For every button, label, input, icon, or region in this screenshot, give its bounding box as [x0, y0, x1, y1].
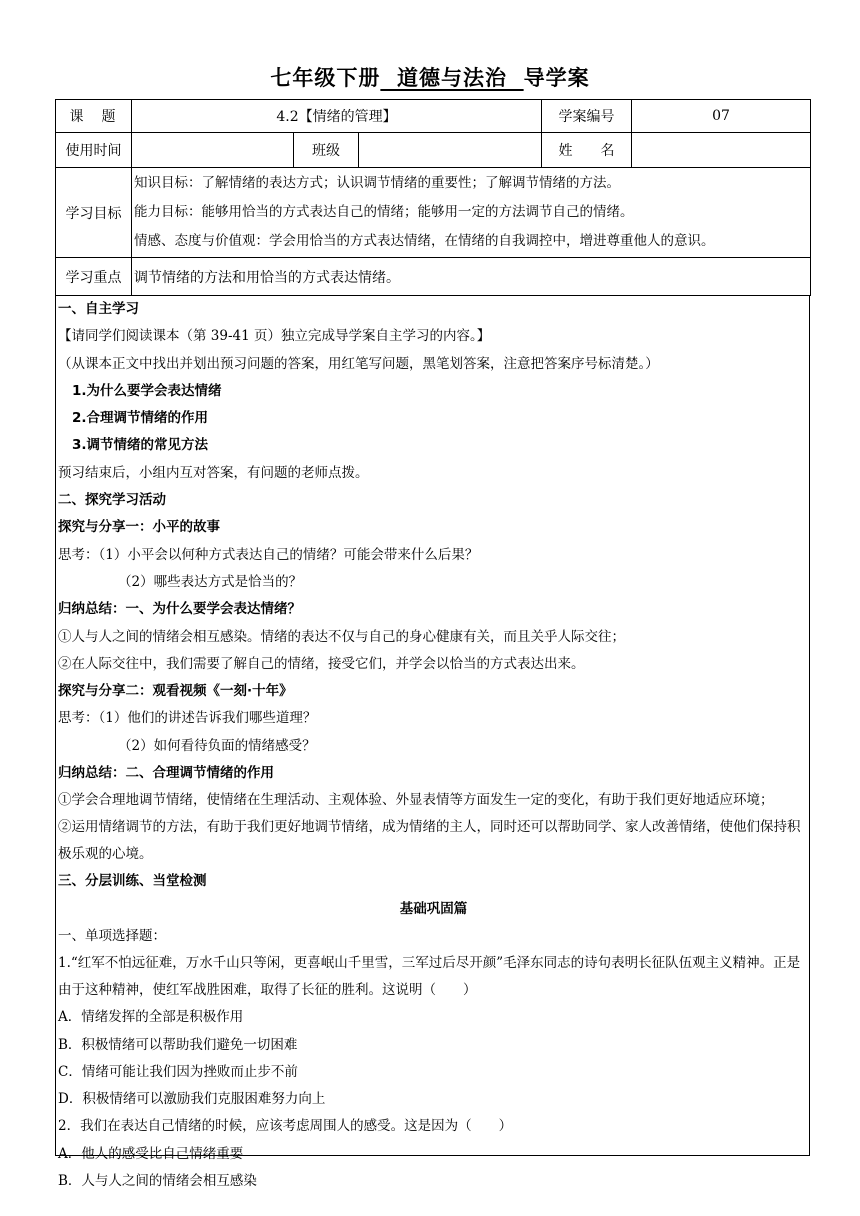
- preview-question-2: 2.合理调节情绪的作用: [72, 410, 209, 427]
- goal-attitude: 情感、态度与价值观：学会用恰当的方式表达情绪，在情绪的自我调控中，增进尊重他人的意识。: [134, 233, 715, 249]
- time-value[interactable]: [132, 133, 294, 168]
- section-practice: 三、分层训练、当堂检测: [58, 873, 207, 890]
- name-value[interactable]: [632, 133, 811, 168]
- summary-1-point-2: ②在人际交往中，我们需要了解自己的情绪，接受它们，并学会以恰当的方式表达出来。: [58, 655, 585, 672]
- question-1-option-a: A．情绪发挥的全部是积极作用: [58, 1009, 244, 1026]
- question-2-option-b: B．人与人之间的情绪会相互感染: [58, 1173, 257, 1190]
- question-1-stem: 1.“红军不怕远征难，万水千山只等闲，更喜岷山千里雪，三军过后尽开颜”毛泽东同志的诗句表明长征队伍观主义精神。正是由于这种精神，使红军战胜困难，取得了长征的胜利。这说明（ ）: [58, 955, 801, 999]
- section-self-study: 一、自主学习: [58, 301, 139, 317]
- section-inquiry: 二、探究学习活动: [58, 492, 166, 509]
- multiple-choice-title: 一、单项选择题：: [58, 927, 166, 944]
- time-label: 使用时间: [56, 133, 132, 168]
- topic-label: 课 题: [56, 100, 132, 133]
- goals-label: 学习目标: [56, 168, 132, 258]
- page-title: [0, 62, 860, 92]
- topic-value: 4.2【情绪的管理】: [132, 100, 542, 133]
- share-2-question-2: （2）如何看待负面的情绪感受？: [118, 737, 316, 754]
- goals-list: [132, 168, 811, 258]
- class-label: 班级: [294, 133, 359, 168]
- question-1-option-c: C．情绪可能让我们因为挫败而止步不前: [58, 1063, 298, 1080]
- goal-knowledge: 知识目标：了解情绪的表达方式；认识调节情绪的重要性；了解调节情绪的方法。: [134, 175, 620, 191]
- focus-value: 调节情绪的方法和用恰当的方式表达情绪。: [132, 258, 811, 296]
- content-box: [55, 296, 810, 1190]
- share-2-title: 探究与分享二：观看视频《一刻·十年》: [58, 683, 293, 700]
- summary-1-point-1: ①人与人之间的情绪会相互感染。情绪的表达不仅与自己的身心健康有关，而且关乎人际交往；: [58, 628, 625, 645]
- title-subject: 道德与法治: [380, 66, 524, 90]
- question-2-option-a: A．他人的感受比自己情绪重要: [58, 1145, 244, 1162]
- share-1-title: 探究与分享一：小平的故事: [58, 519, 220, 536]
- summary-1-title: 归纳总结：一、为什么要学会表达情绪？: [58, 601, 301, 618]
- case-no-label: 学案编号: [542, 100, 632, 133]
- share-1-question-1: 思考：（1）小平会以何种方式表达自己的情绪？可能会带来什么后果？: [58, 546, 479, 563]
- basic-practice-title: 基础巩固篇: [399, 900, 468, 917]
- focus-label: 学习重点: [56, 258, 132, 296]
- case-no-value: 07: [632, 100, 811, 133]
- title-prefix: 七年级下册: [270, 66, 381, 90]
- question-2-stem: 2．我们在表达自己情绪的时候，应该考虑周围人的感受。这是因为（ ）: [58, 1118, 513, 1135]
- preview-end-note: 预习结束后，小组内互对答案，有问题的老师点拨。: [58, 464, 369, 481]
- preview-question-3: 3.调节情绪的常见方法: [72, 437, 209, 454]
- preview-question-1: 1.为什么要学会表达情绪: [72, 382, 222, 399]
- summary-2-title: 归纳总结：二、合理调节情绪的作用: [58, 765, 274, 782]
- question-1-option-d: D．积极情绪可以激励我们克服困难努力向上: [58, 1091, 326, 1108]
- header-table: [55, 99, 811, 296]
- summary-2-point-1: ①学会合理地调节情绪，使情绪在生理活动、主观体验、外显表情等方面发生一定的变化，有助于我们更好地适应环境；: [58, 792, 774, 809]
- goal-ability: 能力目标：能够用恰当的方式表达自己的情绪；能够用一定的方法调节自己的情绪。: [134, 204, 634, 220]
- self-study-intro: 【请同学们阅读课本（第 39-41 页）独立完成导学案自主学习的内容。】: [58, 328, 491, 345]
- question-1-option-b: B．积极情绪可以帮助我们避免一切困难: [58, 1036, 298, 1053]
- self-study-instruction: （从课本正文中找出并划出预习问题的答案，用红笔写问题，黑笔划答案，注意把答案序号标清楚。）: [58, 355, 659, 372]
- class-value[interactable]: [359, 133, 542, 168]
- share-1-question-2: （2）哪些表达方式是恰当的？: [118, 573, 303, 590]
- name-label: 姓 名: [542, 133, 632, 168]
- share-2-question-1: 思考：（1）他们的讲述告诉我们哪些道理？: [58, 710, 317, 727]
- title-suffix: 导学案: [523, 66, 590, 90]
- summary-2-point-2: ②运用情绪调节的方法，有助于我们更好地调节情绪，成为情绪的主人，同时还可以帮助同学、家人改善情绪，使他们保持积极乐观的心境。: [58, 819, 801, 863]
